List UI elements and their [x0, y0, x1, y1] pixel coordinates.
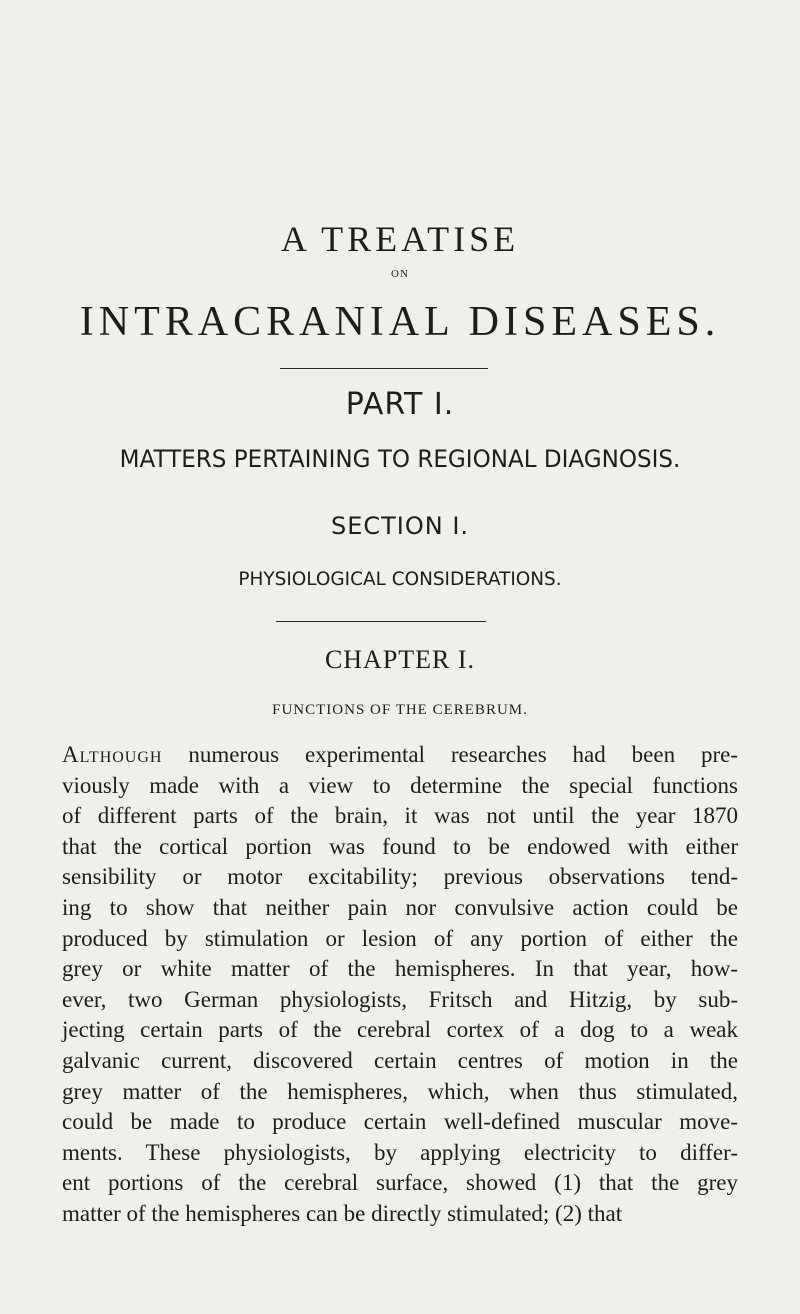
- section-heading: SECTION I.: [330, 512, 470, 540]
- part-heading: PART I.: [345, 387, 455, 422]
- text-line: ent portions of the cerebral surface, showed (1) that the grey: [62, 1170, 738, 1196]
- title-line-2: INTRACRANIAL DISEASES.: [79, 299, 721, 345]
- text-line: jecting certain parts of the cerebral cortex of a dog to a weak: [62, 1017, 738, 1043]
- text-line: matter of the hemispheres can be directly stimulated; (2) that: [62, 1200, 623, 1226]
- text-line: could be made to produce certain well-defined muscular move-: [62, 1109, 738, 1135]
- divider-rule-2: [276, 621, 486, 622]
- text-line: ing to show that neither pain nor convulsive action could be: [62, 894, 738, 920]
- chapter-subtitle: FUNCTIONS OF THE CEREBRUM.: [272, 702, 528, 718]
- lead-word: Although: [62, 742, 163, 767]
- text-line: produced by stimulation or lesion of any portion of either the: [62, 925, 738, 951]
- text-line: that the cortical portion was found to be endowed with either: [62, 833, 738, 859]
- section-subtitle: PHYSIOLOGICAL CONSIDERATIONS.: [238, 568, 562, 590]
- text-line: of different parts of the brain, it was not until the year 1870: [62, 803, 738, 829]
- text-line: grey or white matter of the hemispheres. In that year, how-: [62, 956, 738, 982]
- part-subtitle: MATTERS PERTAINING TO REGIONAL DIAGNOSIS.: [119, 445, 681, 473]
- body-paragraph: [62, 740, 738, 1230]
- title-on: ON: [391, 268, 409, 280]
- chapter-heading: CHAPTER I.: [324, 645, 476, 674]
- text-line: viously made with a view to determine the special functions: [62, 772, 738, 798]
- text-line: grey matter of the hemispheres, which, when thus stimulated,: [62, 1078, 738, 1104]
- text-line: galvanic current, discovered certain centres of motion in the: [62, 1047, 738, 1073]
- text-line: ever, two German physiologists, Fritsch and Hitzig, by sub-: [62, 986, 738, 1012]
- text-line: [62, 740, 738, 771]
- text-line-content: numerous experimental researches had been pre-: [162, 742, 738, 767]
- title-line-1: A TREATISE: [280, 219, 520, 259]
- divider-rule-1: [280, 368, 488, 369]
- text-line: ments. These physiologists, by applying electricity to differ-: [62, 1139, 738, 1165]
- text-line: sensibility or motor excitability; previous observations tend-: [62, 864, 738, 890]
